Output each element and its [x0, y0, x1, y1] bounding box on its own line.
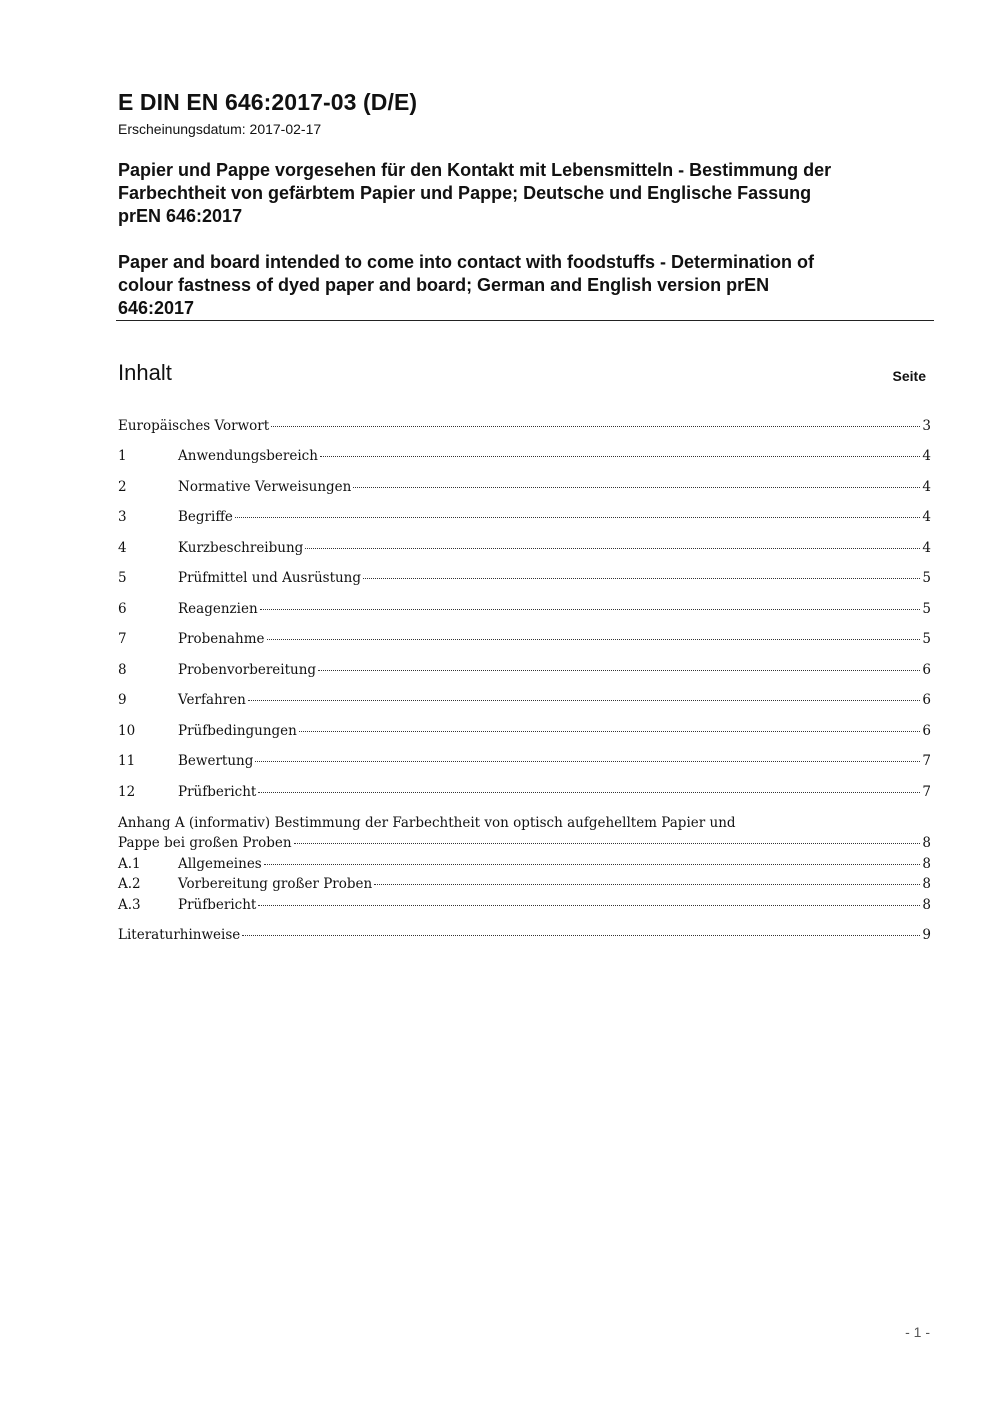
toc-entry-number: 9 — [118, 692, 127, 708]
toc-entry-title: Prüfbedingungen — [178, 723, 297, 739]
toc-entry-number: 10 — [118, 723, 136, 739]
toc-entry[interactable] — [118, 753, 931, 773]
toc-entry-number: A.3 — [118, 897, 141, 913]
toc-leader — [320, 456, 920, 457]
toc-entry[interactable] — [118, 692, 931, 712]
toc-entry-number: 6 — [118, 601, 127, 617]
toc-entry-title: Normative Verweisungen — [178, 479, 352, 495]
toc-entry[interactable] — [118, 540, 931, 560]
toc-entry[interactable] — [118, 856, 931, 876]
toc-leader — [264, 864, 921, 865]
toc-leader — [235, 517, 921, 518]
toc-leader — [255, 761, 920, 762]
toc-entry-title: Vorbereitung großer Proben — [178, 876, 373, 892]
toc-entry-page: 8 — [922, 835, 931, 851]
toc-page-label: Seite — [892, 368, 926, 384]
toc-leader — [258, 792, 920, 793]
toc-entry-page: 8 — [922, 876, 931, 892]
toc-entry-title: Europäisches Vorwort — [118, 418, 270, 434]
toc-entry-title: Prüfbericht — [178, 897, 257, 913]
page-number: - 1 - — [905, 1324, 930, 1340]
toc-entry-number: 4 — [118, 540, 127, 556]
toc-entry-title: Begriffe — [178, 509, 233, 525]
document-id: E DIN EN 646:2017-03 (D/E) — [118, 89, 418, 115]
toc-leader — [260, 609, 921, 610]
toc-entry-title: Reagenzien — [178, 601, 258, 617]
toc-entry-page: 5 — [922, 570, 931, 586]
toc-entry-page: 6 — [922, 662, 931, 678]
toc-entry-number: 8 — [118, 662, 127, 678]
toc-entry-number: 12 — [118, 784, 136, 800]
toc-entry-title: Prüfbericht — [178, 784, 257, 800]
toc-entry-title: Allgemeines — [178, 856, 262, 872]
title-german-line: Farbechtheit von gefärbtem Papier und Pappe; Deutsche und Englische Fassung — [118, 183, 812, 203]
publication-date-value: 2017-02-17 — [249, 121, 322, 137]
toc-entry[interactable] — [118, 897, 931, 917]
toc-entry-number: 3 — [118, 509, 127, 525]
toc-leader — [353, 487, 920, 488]
toc-entry-title: Probenvorbereitung — [178, 662, 317, 678]
toc-entry-page: 8 — [922, 897, 931, 913]
toc-entry-number: 11 — [118, 753, 136, 769]
toc-entry-title: Verfahren — [178, 692, 246, 708]
toc-entry[interactable] — [118, 876, 931, 896]
toc-entry-page: 4 — [922, 509, 931, 525]
toc-entry-title: Prüfmittel und Ausrüstung — [178, 570, 362, 586]
toc-entry-page: 5 — [922, 631, 931, 647]
toc-entry[interactable] — [118, 570, 931, 590]
toc-entry[interactable] — [118, 662, 931, 682]
title-english-line: colour fastness of dyed paper and board; German and English version prEN — [118, 275, 770, 295]
toc-entry[interactable] — [118, 723, 931, 743]
toc-leader — [242, 935, 920, 936]
toc-annex-title-continued: Pappe bei großen Proben — [118, 835, 292, 851]
toc-entry[interactable] — [118, 784, 931, 804]
toc-entry-title: Literaturhinweise — [118, 927, 241, 943]
toc-leader — [267, 639, 921, 640]
toc-entry[interactable] — [118, 479, 931, 499]
toc-leader — [294, 843, 921, 844]
toc-annex-title[interactable]: Anhang A (informativ) Bestimmung der Farbechtheit von optisch aufgehelltem Papier und — [118, 815, 736, 831]
toc-annex-entry[interactable] — [118, 835, 931, 855]
toc-leader — [318, 670, 920, 671]
toc-entry-page: 5 — [922, 601, 931, 617]
toc-leader — [271, 426, 920, 427]
toc-entry[interactable] — [118, 631, 931, 651]
toc-entry[interactable] — [118, 418, 931, 438]
toc-leader — [305, 548, 920, 549]
toc-entry-page: 4 — [922, 540, 931, 556]
title-german-line: prEN 646:2017 — [118, 206, 243, 226]
toc-leader — [374, 884, 920, 885]
toc-entry-page: 6 — [922, 723, 931, 739]
toc-entry-number: A.2 — [118, 876, 141, 892]
toc-entry[interactable] — [118, 448, 931, 468]
toc-entry-title: Probenahme — [178, 631, 265, 647]
publication-date — [118, 121, 321, 137]
toc-entry-page: 3 — [922, 418, 931, 434]
toc-entry-page: 4 — [922, 448, 931, 464]
title-english-line: Paper and board intended to come into contact with foodstuffs - Determination of — [118, 252, 815, 272]
title-german — [118, 159, 918, 228]
toc-entry-page: 8 — [922, 856, 931, 872]
toc-entry-number: 7 — [118, 631, 127, 647]
header-divider — [116, 320, 934, 321]
toc-leader — [363, 578, 920, 579]
title-english-line: 646:2017 — [118, 298, 195, 318]
toc-entry-page: 6 — [922, 692, 931, 708]
toc-entry[interactable] — [118, 509, 931, 529]
toc-entry-page: 7 — [922, 753, 931, 769]
toc-entry-title: Bewertung — [178, 753, 254, 769]
publication-date-label: Erscheinungsdatum: — [118, 121, 246, 137]
toc-entry-title: Kurzbeschreibung — [178, 540, 304, 556]
toc-entry[interactable] — [118, 601, 931, 621]
toc-leader — [248, 700, 921, 701]
toc-entry-number: 2 — [118, 479, 127, 495]
toc-entry-page: 7 — [922, 784, 931, 800]
toc-leader — [299, 731, 921, 732]
toc-bibliography-entry[interactable] — [118, 927, 931, 947]
toc-entry-number: 1 — [118, 448, 127, 464]
toc-leader — [258, 905, 920, 906]
toc-entry-title: Anwendungsbereich — [178, 448, 318, 464]
toc-entry-number: A.1 — [118, 856, 141, 872]
toc-heading: Inhalt — [118, 360, 172, 385]
title-german-line: Papier und Pappe vorgesehen für den Kontakt mit Lebensmitteln - Bestimmung der — [118, 160, 832, 180]
toc-entry-page: 4 — [922, 479, 931, 495]
toc-entry-number: 5 — [118, 570, 127, 586]
title-english — [118, 251, 918, 320]
toc-entry-page: 9 — [922, 927, 931, 943]
